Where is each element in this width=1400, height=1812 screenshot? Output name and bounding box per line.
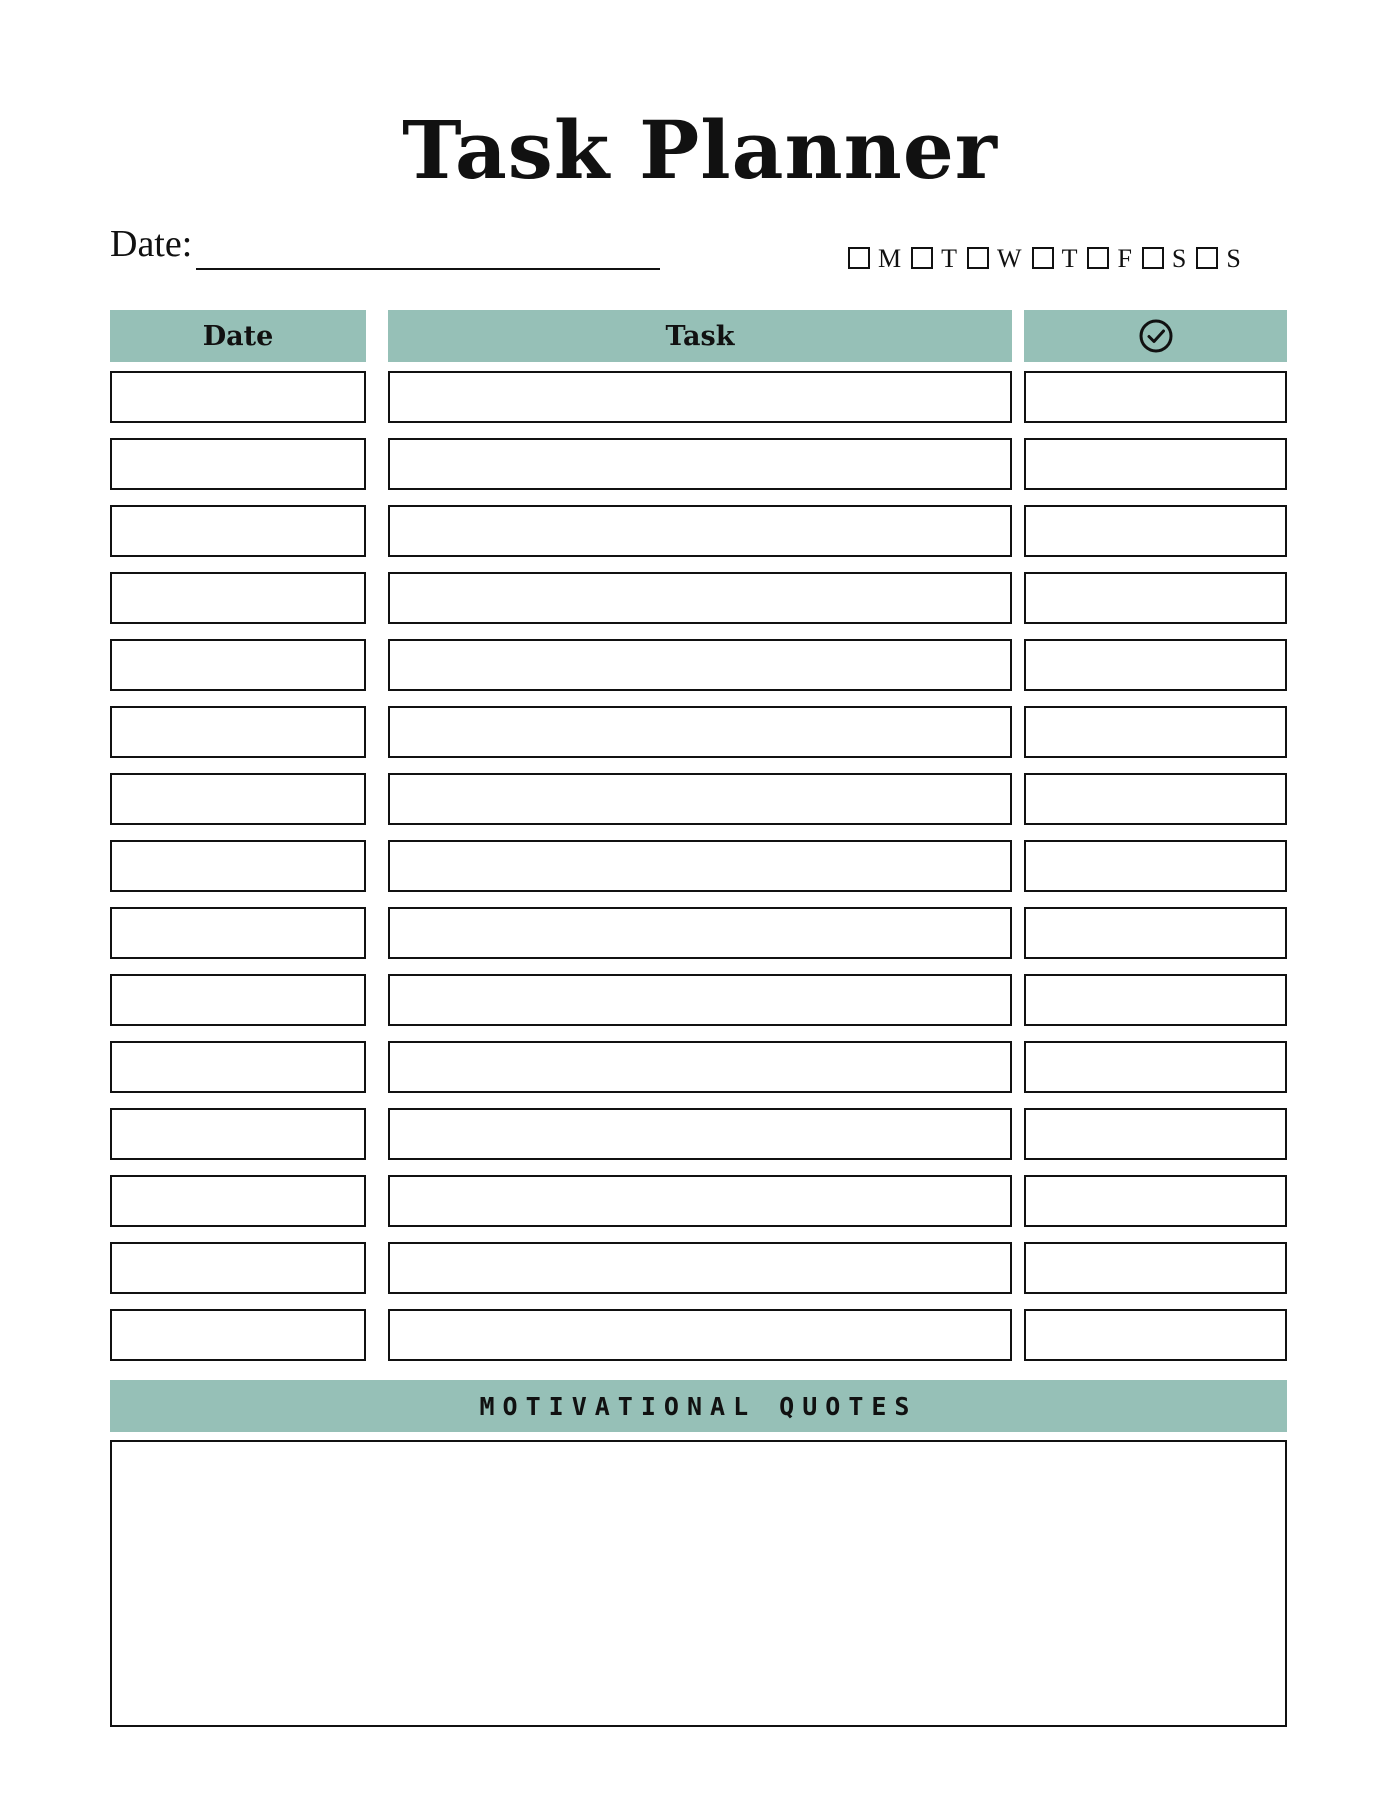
done-cell[interactable] bbox=[1024, 1242, 1287, 1294]
done-cell[interactable] bbox=[1024, 572, 1287, 624]
table-row bbox=[0, 907, 1400, 959]
table-row bbox=[0, 1108, 1400, 1160]
date-cell[interactable] bbox=[110, 505, 366, 557]
day-checkbox[interactable] bbox=[1142, 247, 1164, 269]
task-cell[interactable] bbox=[388, 974, 1012, 1026]
done-cell[interactable] bbox=[1024, 1041, 1287, 1093]
table-row bbox=[0, 371, 1400, 423]
date-field-line[interactable] bbox=[196, 268, 660, 270]
table-row bbox=[0, 840, 1400, 892]
task-cell[interactable] bbox=[388, 371, 1012, 423]
done-cell[interactable] bbox=[1024, 840, 1287, 892]
quotes-area[interactable] bbox=[110, 1440, 1287, 1727]
day-option[interactable] bbox=[1196, 246, 1240, 272]
done-cell[interactable] bbox=[1024, 438, 1287, 490]
date-cell[interactable] bbox=[110, 907, 366, 959]
date-label: Date: bbox=[110, 223, 193, 265]
day-letter: W bbox=[997, 244, 1022, 273]
day-checkbox[interactable] bbox=[911, 247, 933, 269]
task-cell[interactable] bbox=[388, 639, 1012, 691]
date-cell[interactable] bbox=[110, 1309, 366, 1361]
day-option[interactable] bbox=[911, 246, 957, 272]
date-cell[interactable] bbox=[110, 1242, 366, 1294]
task-column-header: Task bbox=[388, 310, 1012, 362]
day-letter: T bbox=[1061, 244, 1078, 273]
date-cell[interactable] bbox=[110, 371, 366, 423]
table-row bbox=[0, 505, 1400, 557]
date-cell[interactable] bbox=[110, 438, 366, 490]
done-cell[interactable] bbox=[1024, 706, 1287, 758]
day-option[interactable] bbox=[967, 246, 1022, 272]
task-cell[interactable] bbox=[388, 438, 1012, 490]
table-row bbox=[0, 1041, 1400, 1093]
day-letter: M bbox=[878, 244, 902, 273]
date-cell[interactable] bbox=[110, 706, 366, 758]
table-row bbox=[0, 438, 1400, 490]
table-row bbox=[0, 572, 1400, 624]
task-cell[interactable] bbox=[388, 572, 1012, 624]
table-row bbox=[0, 706, 1400, 758]
task-cell[interactable] bbox=[388, 1242, 1012, 1294]
date-cell[interactable] bbox=[110, 639, 366, 691]
task-cell[interactable] bbox=[388, 706, 1012, 758]
task-cell[interactable] bbox=[388, 840, 1012, 892]
weekday-selector bbox=[848, 236, 1251, 272]
done-cell[interactable] bbox=[1024, 1175, 1287, 1227]
done-cell[interactable] bbox=[1024, 1309, 1287, 1361]
date-column-header: Date bbox=[110, 310, 366, 362]
done-cell[interactable] bbox=[1024, 907, 1287, 959]
day-checkbox[interactable] bbox=[1087, 247, 1109, 269]
day-option[interactable] bbox=[1142, 246, 1186, 272]
table-row bbox=[0, 639, 1400, 691]
date-cell[interactable] bbox=[110, 1041, 366, 1093]
day-checkbox[interactable] bbox=[967, 247, 989, 269]
date-cell[interactable] bbox=[110, 572, 366, 624]
done-cell[interactable] bbox=[1024, 974, 1287, 1026]
table-row bbox=[0, 1242, 1400, 1294]
day-letter: S bbox=[1171, 244, 1187, 273]
done-cell[interactable] bbox=[1024, 1108, 1287, 1160]
date-cell[interactable] bbox=[110, 974, 366, 1026]
task-cell[interactable] bbox=[388, 907, 1012, 959]
day-checkbox[interactable] bbox=[848, 247, 870, 269]
task-cell[interactable] bbox=[388, 505, 1012, 557]
task-cell[interactable] bbox=[388, 1309, 1012, 1361]
day-option[interactable] bbox=[848, 246, 901, 272]
page-title: Task Planner bbox=[402, 103, 998, 197]
date-cell[interactable] bbox=[110, 840, 366, 892]
table-row bbox=[0, 1175, 1400, 1227]
quotes-header: MOTIVATIONAL QUOTES bbox=[110, 1380, 1287, 1432]
day-option[interactable] bbox=[1032, 246, 1078, 272]
date-cell[interactable] bbox=[110, 773, 366, 825]
day-letter: T bbox=[941, 244, 958, 273]
done-cell[interactable] bbox=[1024, 773, 1287, 825]
day-checkbox[interactable] bbox=[1196, 247, 1218, 269]
task-cell[interactable] bbox=[388, 773, 1012, 825]
task-cell[interactable] bbox=[388, 1041, 1012, 1093]
task-cell[interactable] bbox=[388, 1175, 1012, 1227]
table-row bbox=[0, 974, 1400, 1026]
done-cell[interactable] bbox=[1024, 371, 1287, 423]
task-cell[interactable] bbox=[388, 1108, 1012, 1160]
day-letter: F bbox=[1117, 244, 1132, 273]
date-cell[interactable] bbox=[110, 1175, 366, 1227]
check-circle-icon bbox=[1138, 318, 1174, 354]
day-letter: S bbox=[1226, 244, 1241, 273]
day-checkbox[interactable] bbox=[1032, 247, 1054, 269]
done-cell[interactable] bbox=[1024, 505, 1287, 557]
table-row bbox=[0, 1309, 1400, 1361]
day-option[interactable] bbox=[1087, 246, 1131, 272]
done-cell[interactable] bbox=[1024, 639, 1287, 691]
date-cell[interactable] bbox=[110, 1108, 366, 1160]
done-column-header bbox=[1024, 310, 1287, 362]
table-row bbox=[0, 773, 1400, 825]
